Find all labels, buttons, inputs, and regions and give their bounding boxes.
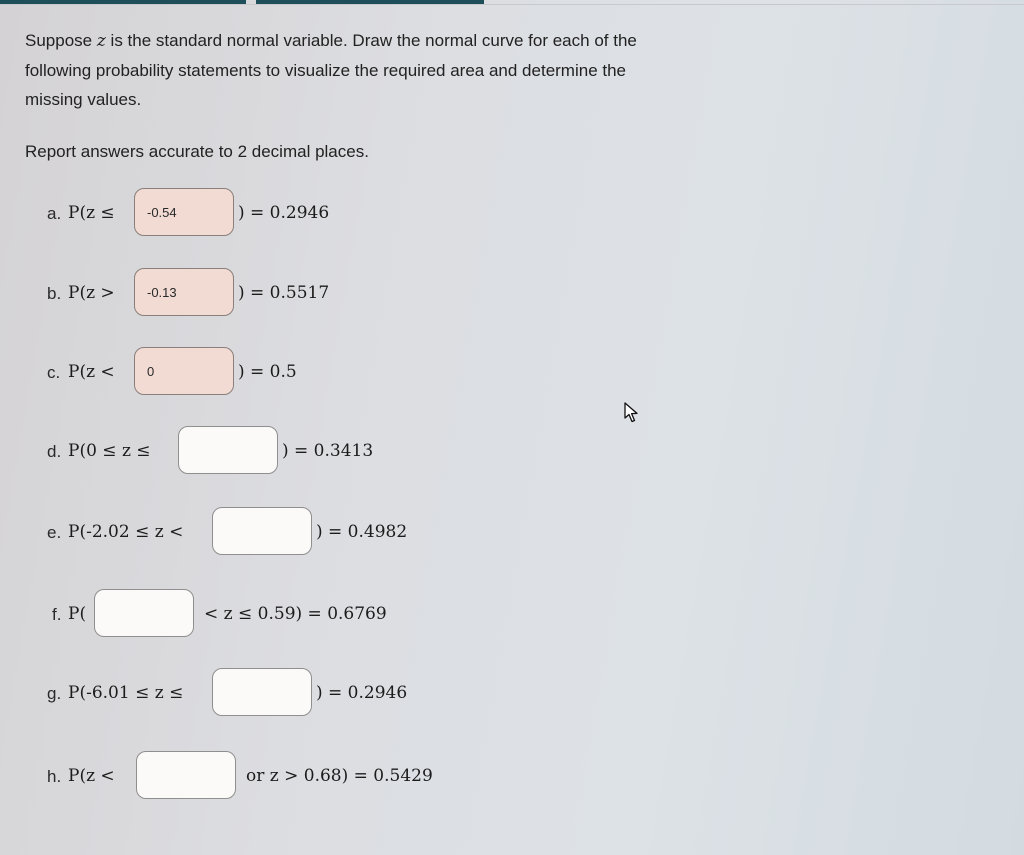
answer-d-input[interactable] (178, 426, 278, 474)
problem-e-prefix: P(-2.02 ≤ z < (68, 522, 184, 542)
problem-b-suffix: ) = 0.5517 (238, 283, 330, 303)
problem-a-letter: a. (47, 204, 62, 223)
problem-h-suffix: or z > 0.68) = 0.5429 (246, 766, 433, 786)
problem-f-prefix: P( (68, 604, 87, 624)
problem-g-suffix: ) = 0.2946 (316, 683, 408, 703)
problem-a-prefix: P(z ≤ (68, 203, 115, 223)
report-instruction: Report answers accurate to 2 decimal places. (25, 142, 369, 161)
answer-h-input[interactable] (136, 751, 236, 799)
intro-line-1 (25, 26, 725, 56)
answer-b-input[interactable] (134, 268, 234, 316)
intro-line-3: missing values. (25, 90, 142, 109)
intro-line-1-start: Suppose (25, 31, 97, 50)
problem-a-suffix: ) = 0.2946 (238, 203, 330, 223)
problem-d-suffix: ) = 0.3413 (282, 441, 374, 461)
problem-d-prefix: P(0 ≤ z ≤ (68, 441, 151, 461)
problem-h (0, 751, 600, 803)
problem-e-suffix: ) = 0.4982 (316, 522, 408, 542)
intro-line-2: following probability statements to visualize the required area and determine the (25, 61, 627, 80)
answer-c-input[interactable] (134, 347, 234, 395)
problem-c-letter: c. (47, 363, 61, 382)
problem-b (0, 268, 600, 320)
answer-f-input[interactable] (94, 589, 194, 637)
intro-line-1-end: is the standard normal variable. Draw the normal curve for each of the (105, 31, 637, 50)
problem-g-prefix: P(-6.01 ≤ z ≤ (68, 683, 184, 703)
problem-d-letter: d. (47, 442, 62, 461)
problem-a (0, 188, 600, 240)
answer-a-input[interactable] (134, 188, 234, 236)
problem-c-suffix: ) = 0.5 (238, 362, 297, 382)
problem-f-suffix: < z ≤ 0.59) = 0.6769 (204, 604, 387, 624)
problem-intro (25, 26, 725, 114)
answer-e-input[interactable] (212, 507, 312, 555)
problem-f (0, 589, 600, 641)
problem-e-letter: e. (47, 523, 62, 542)
problem-b-prefix: P(z > (68, 283, 115, 303)
problem-d (0, 426, 600, 478)
mouse-pointer-icon (624, 402, 640, 424)
answer-g-input[interactable] (212, 668, 312, 716)
top-divider (0, 4, 1024, 5)
problem-b-letter: b. (47, 284, 62, 303)
problem-c (0, 347, 600, 399)
problem-g-letter: g. (47, 684, 62, 703)
problem-g (0, 668, 600, 720)
problem-h-prefix: P(z < (68, 766, 115, 786)
problem-f-letter: f. (52, 605, 62, 624)
top-bar (0, 0, 1024, 8)
problem-e (0, 507, 600, 559)
intro-variable: z (96, 31, 106, 51)
problem-h-letter: h. (47, 767, 62, 786)
problem-c-prefix: P(z < (68, 362, 115, 382)
